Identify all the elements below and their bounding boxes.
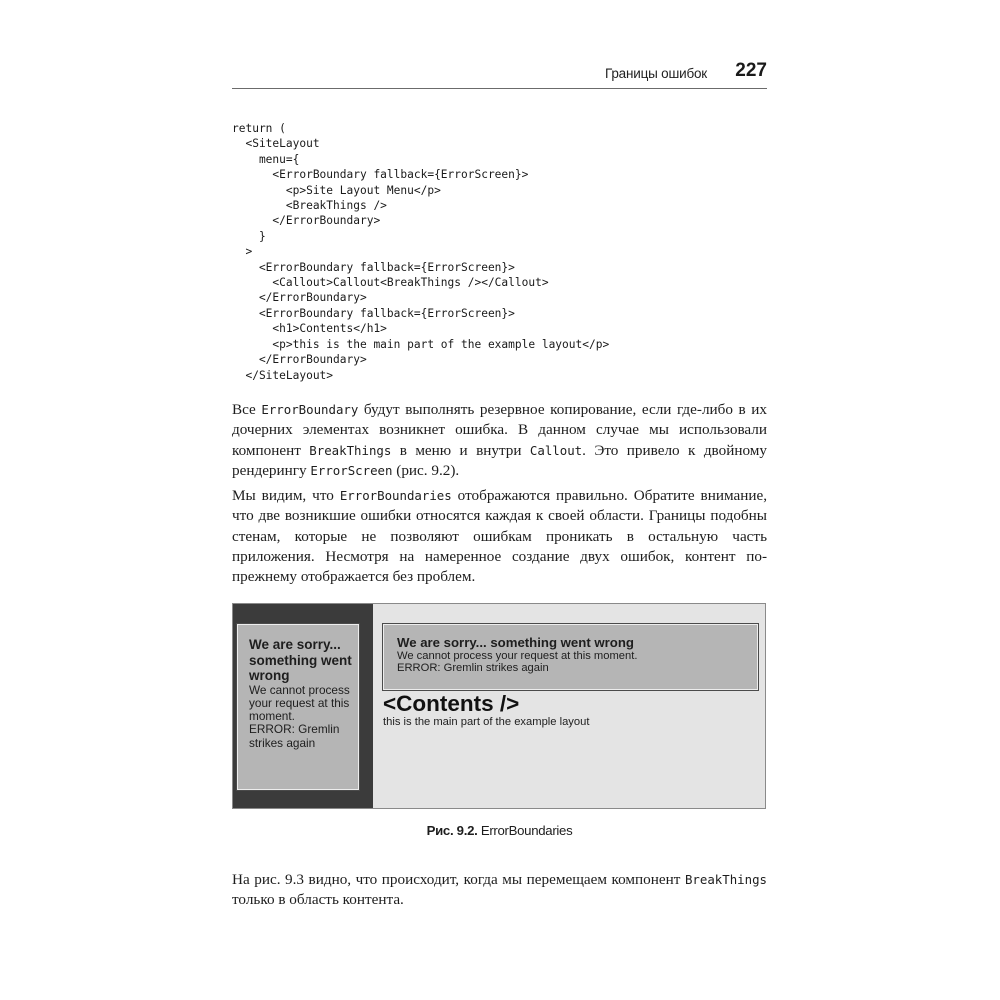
code-line: </ErrorBoundary> <box>232 353 367 367</box>
inline-code: BreakThings <box>684 872 767 887</box>
body-paragraph-1: Все ErrorBoundary будут выполнять резервное копирование, если где-либо в их дочерних элементах возникнет ошибка. В данном случае мы использовали компонент BreakThings в меню и внутри Callout. Это привело к двойному рендерингу ErrorScreen (рис. 9.2). <box>232 401 767 479</box>
error-message: We cannot process your request at this moment. <box>249 682 350 724</box>
caption-label: Рис. 9.2. <box>426 823 478 838</box>
code-line: </ErrorBoundary> <box>232 291 367 305</box>
code-line: <p>this is the main part of the example layout</p> <box>232 337 610 351</box>
callout-error-screen <box>383 624 758 690</box>
code-line: return ( <box>232 122 286 135</box>
code-line: </ErrorBoundary> <box>232 214 381 228</box>
error-message: We cannot process your request at this moment. <box>397 650 638 662</box>
inline-code: ErrorScreen <box>310 462 393 478</box>
code-line: </SiteLayout> <box>232 368 334 382</box>
page-number: 227 <box>735 60 767 81</box>
error-title: We are sorry... something went wrong <box>249 637 352 684</box>
code-line: <ErrorBoundary fallback={ErrorScreen}> <box>232 260 515 274</box>
caption-text: ErrorBoundaries <box>477 823 573 838</box>
body-paragraph-2: Мы видим, что ErrorBoundaries отображаются правильно. Обратите внимание, что две возникшие ошибки относятся каждая к своей области. Границы подобны стенам, которые не позволяют ошибкам проникать в остальную часть приложения. Несмотря на намеренное создание двух ошибок, контент по-прежнему отображается без проблем. <box>232 487 767 586</box>
code-line: <ErrorBoundary fallback={ErrorScreen}> <box>232 168 529 182</box>
code-line: > <box>232 245 253 259</box>
code-line: <h1>Contents</h1> <box>232 322 387 336</box>
contents-heading: <Contents /> <box>383 691 520 716</box>
error-title: We are sorry... something went wrong <box>397 635 634 650</box>
code-line: <Callout>Callout<BreakThings /></Callout> <box>232 276 549 290</box>
code-line: <p>Site Layout Menu</p> <box>232 183 441 197</box>
code-line: menu={ <box>232 152 300 166</box>
inline-code: Callout <box>529 442 583 458</box>
body-paragraph-3: На рис. 9.3 видно, что происходит, когда мы перемещаем компонент BreakThings только в область контента. <box>232 871 767 909</box>
code-line: <ErrorBoundary fallback={ErrorScreen}> <box>232 306 515 320</box>
section-title: Границы ошибок <box>605 66 707 81</box>
figure-caption <box>232 823 767 838</box>
contents-text: this is the main part of the example layout <box>383 716 590 728</box>
figure-screenshot <box>232 603 766 809</box>
code-listing <box>232 121 609 383</box>
inline-code: BreakThings <box>309 442 392 458</box>
menu-error-screen <box>237 624 359 790</box>
inline-code: ErrorBoundaries <box>339 488 452 503</box>
code-line: <SiteLayout <box>232 137 320 151</box>
error-detail: ERROR: Gremlin strikes again <box>249 722 340 750</box>
code-line: } <box>232 229 266 243</box>
site-layout-menu <box>233 604 373 808</box>
running-header <box>232 60 767 89</box>
error-detail: ERROR: Gremlin strikes again <box>397 662 549 674</box>
inline-code: ErrorBoundary <box>261 402 359 417</box>
code-line: <BreakThings /> <box>232 199 387 213</box>
